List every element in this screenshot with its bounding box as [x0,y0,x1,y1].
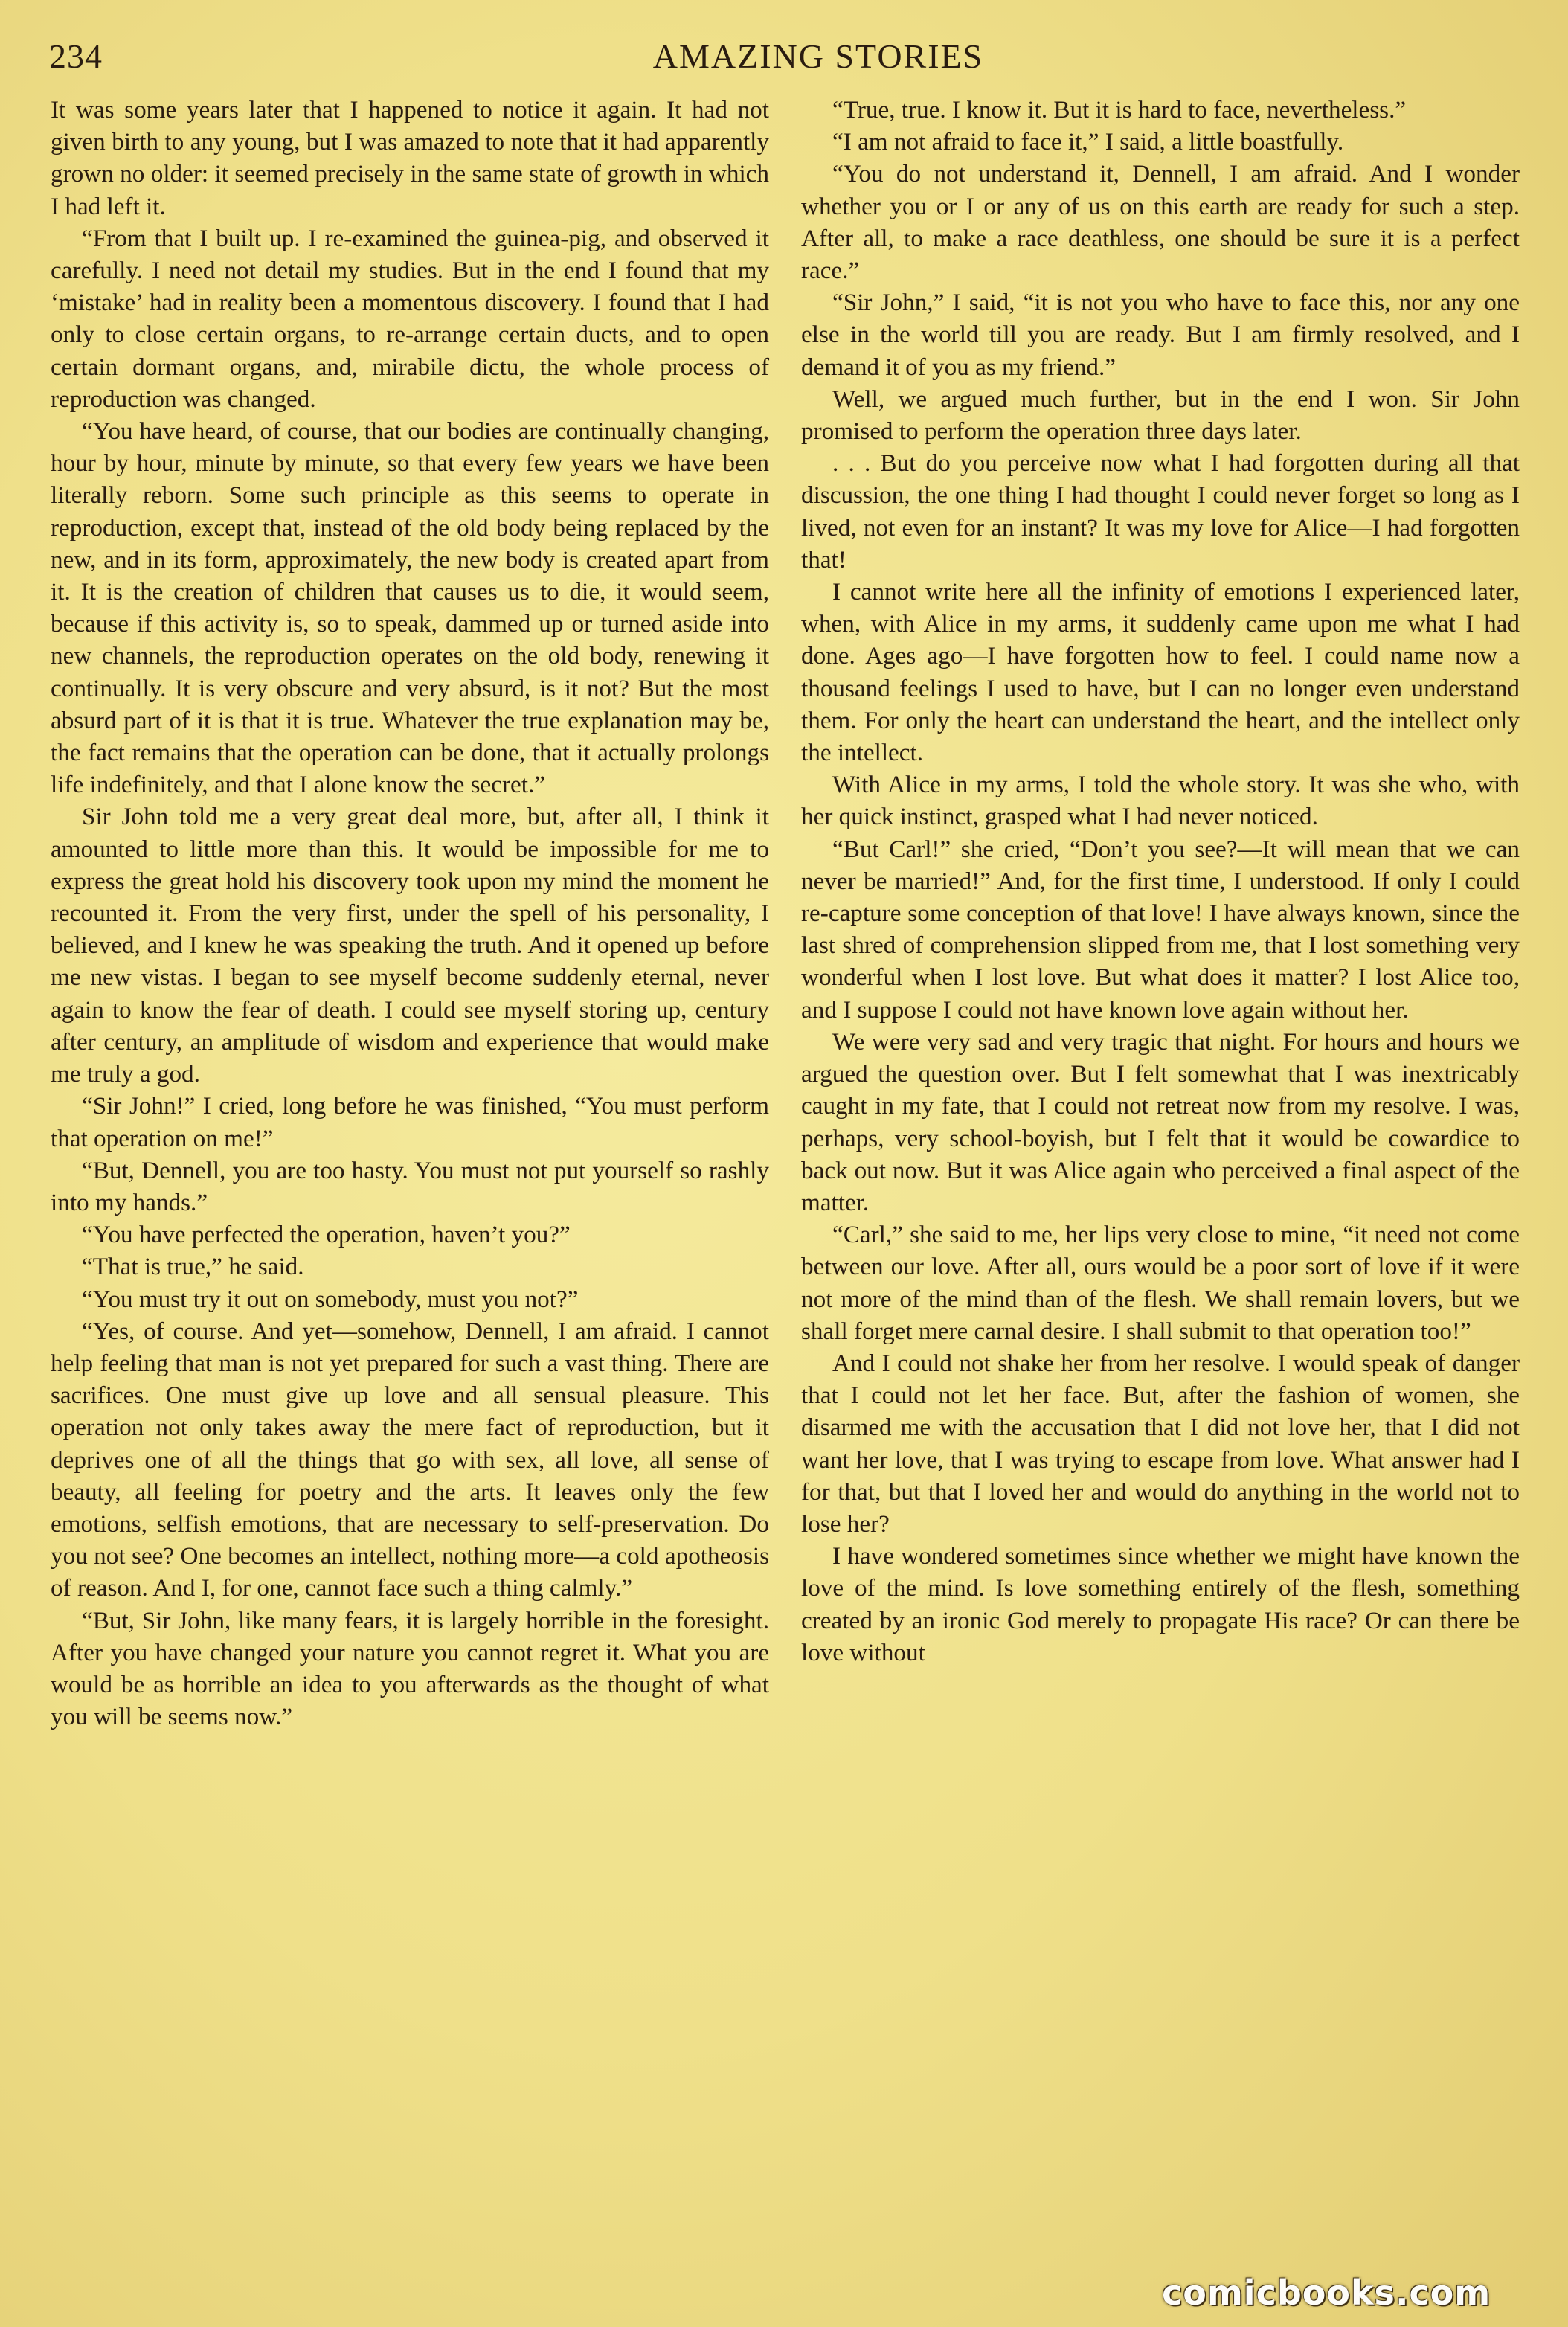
page-header [49,33,1513,80]
paragraph: “But, Dennell, you are too hasty. You must not put yourself so rashly into my hands.” [51,1156,769,1216]
paragraph: “Carl,” she said to me, her lips very close to mine, “it need not come between our love. After all, ours would be a poor sort of love if it were not more of the mind than of the flesh. We shall remain lovers, but we shall forget mere carnal desire. I shall submit to that operation too!” [801,1221,1520,1345]
paragraph: “You do not understand it, Dennell, I am afraid. And I wonder whether you or I or any of us on this earth are ready for such a step. After all, to make a race deathless, one should be sure it is a perfect race.” [801,160,1520,285]
paragraph: “Sir John,” I said, “it is not you who have to face this, nor any one else in the world till you are ready. But I am firmly resolved, and I demand it of you as my friend.” [801,289,1520,381]
paragraph: “But Carl!” she cried, “Don’t you see?—It will mean that we can never be married!” And, for the first time, I understood. If only I could re-capture some conception of that love! I have always known, since the last shred of comprehension slipped from me, that I lost something very wonderful when I lost love. But what does it matter? I lost Alice too, and I suppose I could not have known love again without her. [801,835,1520,1024]
paragraph: . . . But do you perceive now what I had forgotten during all that discussion, the one thing I had thought I could never forget so long as I lived, not even for an instant? It was my love for Alice—I had forgotten that! [801,449,1520,574]
right-column [801,94,1520,1669]
site-watermark: comicbooks.com [1162,2273,1491,2313]
paragraph: “You have perfected the operation, haven’t you?” [82,1221,571,1249]
paragraph: “You have heard, of course, that our bodies are continually changing, hour by hour, minute by minute, so that every few years we have been literally reborn. Some such principle as this seems to operate in reproduction, except that, instead of the old body being replaced by the new, and in its form, approximately, the new body is created apart from it. It is the creation of children that causes us to die, it would seem, because if this activity is, so to speak, dammed up or turned aside into new channels, the reproduction operates on the old body, renewing it continually. It is very obscure and very absurd, is it not? But the most absurd part of it is that it is true. Whatever the true explanation may be, the fact remains that the operation can be done, that it actually prolongs life indefinitely, and that I alone know the secret.” [51,417,769,799]
paragraph: “True, true. I know it. But it is hard to face, nevertheless.” [832,96,1407,123]
running-head: AMAZING STORIES [652,37,984,75]
paragraph: “But, Sir John, like many fears, it is largely horrible in the foresight. After you have changed your nature you cannot regret it. What you are would be as horrible an idea to you afterwards as the thought of what you will be seems now.” [51,1606,769,1731]
paragraph: “From that I built up. I re-examined the guinea-pig, and observed it carefully. I need not detail my studies. But in the end I found that my ‘mistake’ had in reality been a momentous discovery. I found that I had only to close certain organs, to re-arrange certain ducts, and to open certain dormant organs, and, mirabile dictu, the whole process of reproduction was changed. [51,224,769,413]
paragraph: It was some years later that I happened to notice it again. It had not given birth to any young, but I was amazed to note that it had apparently grown no older: it seemed precisely in the same state of growth in which I had left it. [51,96,769,220]
paragraph: “Sir John!” I cried, long before he was finished, “You must perform that operation on me!” [51,1092,769,1152]
paragraph: I have wondered sometimes since whether we might have known the love of the mind. Is love something entirely of the flesh, something created by an ironic God merely to propagate His race? Or can there be love without [801,1542,1520,1666]
paragraph: Well, we argued much further, but in the end I won. Sir John promised to perform the operation three days later. [801,385,1520,446]
paragraph: And I could not shake her from her resolve. I would speak of danger that I could not let her face. But, after the fashion of women, she disarmed me with the accusation that I did not love her, that I did not want her love, that I was trying to escape from love. What answer had I for that, but that I loved her and would do anything in the world not to lose her? [801,1349,1520,1538]
paragraph: “Yes, of course. And yet—somehow, Dennell, I am afraid. I cannot help feeling that man is not yet prepared for such a vast thing. There are sacrifices. One must give up love and all sensual pleasure. This operation not only takes away the mere fact of reproduction, but it deprives one of all the things that go with sex, all love, all sense of beauty, all feeling for poetry and the arts. It leaves only the few emotions, selfish emotions, that are necessary to self-preservation. Do you not see? One becomes an intellect, nothing more—a cold apotheosis of reason. And I, for one, cannot face such a thing calmly.” [51,1317,769,1602]
paragraph: Sir John told me a very great deal more, but, after all, I think it amounted to little more than this. It would be impossible for me to express the great hold his discovery took upon my mind the moment he recounted it. From the very first, under the spell of his personality, I believed, and I knew he was speaking the truth. And it opened up before me new vistas. I began to see myself become suddenly eternal, never again to know the fear of death. I could see myself storing up, century after century, an amplitude of wisdom and experience that would make me truly a god. [51,803,769,1088]
paragraph: “That is true,” he said. [82,1253,304,1281]
paragraph: With Alice in my arms, I told the whole story. It was she who, with her quick instinct, grasped what I had never noticed. [801,771,1520,831]
paragraph: We were very sad and very tragic that night. For hours and hours we argued the question over. But I felt somewhat that I was inextricably caught in my fate, that I could not retreat now from my resolve. I was, perhaps, very school-boyish, but I felt that it would be cowardice to back out now. But it was Alice again who perceived a final aspect of the matter. [801,1027,1520,1216]
paragraph: “I am not afraid to face it,” I said, a little boastfully. [832,128,1344,156]
paragraph: I cannot write here all the infinity of emotions I experienced later, when, with Alice in my arms, it suddenly came upon me what I had done. Ages ago—I have forgotten how to feel. I could name now a thousand feelings I used to have, but I can no longer even understand them. For only the heart can understand the heart, and the intellect only the intellect. [801,578,1520,767]
page-number: 234 [49,37,103,75]
left-column [51,94,769,1733]
paragraph: “You must try it out on somebody, must you not?” [82,1285,579,1313]
